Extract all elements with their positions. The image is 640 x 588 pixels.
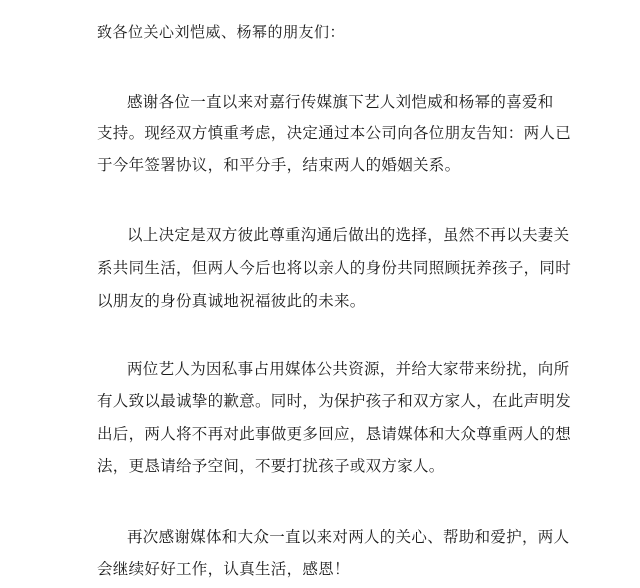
paragraph-line: 感谢各位一直以来对嘉行传媒旗下艺人刘恺威和杨幂的喜爱和	[127, 93, 554, 111]
paragraph-line: 支持。现经双方慎重考虑，决定通过本公司向各位朋友告知：两人已	[97, 124, 572, 142]
paragraph-line: 会继续好好工作，认真生活，感恩！	[97, 560, 350, 578]
paragraph-line: 系共同生活，但两人今后也将以亲人的身份共同照顾抚养孩子，同时	[97, 259, 572, 277]
paragraph-line: 出后，两人将不再对此事做更多回应，恳请媒体和大众尊重两人的想	[97, 425, 572, 443]
paragraph-line: 于今年签署协议，和平分手，结束两人的婚姻关系。	[97, 156, 461, 174]
paragraph-line: 再次感谢媒体和大众一直以来对两人的关心、帮助和爱护，两人	[127, 528, 570, 546]
paragraph-line: 以上决定是双方彼此尊重沟通后做出的选择，虽然不再以夫妻关	[127, 226, 570, 244]
paragraph-line: 两位艺人为因私事占用媒体公共资源，并给大家带来纷扰，向所	[127, 360, 570, 378]
paragraph-line: 法，更恳请给予空间，不要打扰孩子或双方家人。	[97, 457, 445, 475]
paragraph-line: 以朋友的身份真诚地祝福彼此的未来。	[97, 292, 366, 310]
greeting: 致各位关心刘恺威、杨幂的朋友们：	[97, 23, 346, 41]
paragraph-line: 有人致以最诚挚的歉意。同时，为保护孩子和双方家人，在此声明发	[97, 392, 572, 410]
